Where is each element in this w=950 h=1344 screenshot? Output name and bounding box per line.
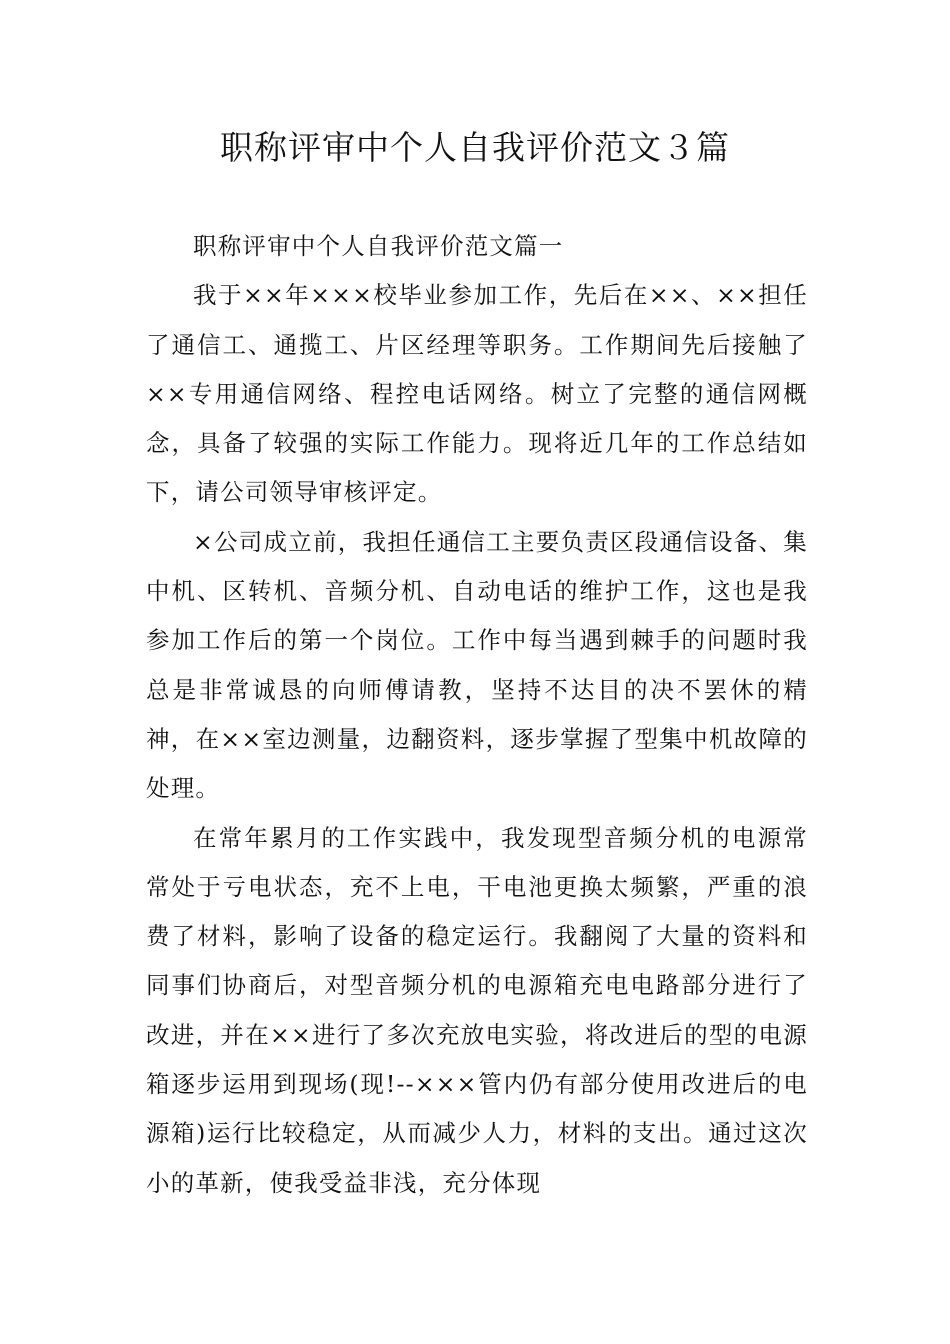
document-body — [146, 222, 808, 1208]
paragraph: ×公司成立前，我担任通信工主要负责区段通信设备、集中机、区转机、音频分机、自动电话的维护工作，这也是我参加工作后的第一个岗位。工作中每当遇到棘手的问题时我总是非常诚恳的向师傅请教，坚持不达目的决不罢休的精神，在××室边测量，边翻资料，逐步掌握了型集中机故障的处理。 — [146, 527, 808, 803]
paragraph: 在常年累月的工作实践中，我发现型音频分机的电源常常处于亏电状态，充不上电，干电池更换太频繁，严重的浪费了材料，影响了设备的稳定运行。我翻阅了大量的资料和同事们协商后，对型音频分机的电源箱充电电路部分进行了改进，并在××进行了多次充放电实验，将改进后的型的电源箱逐步运用到现场(现!--×××管内仍有部分使用改进后的电源箱)运行比较稳定，从而减少人力，材料的支出。通过这次小的革新，使我受益非浅，充分体现 — [146, 823, 808, 1197]
paragraph-section-heading: 职称评审中个人自我评价范文篇一 — [193, 232, 564, 260]
document-title: 职称评审中个人自我评价范文３篇 — [220, 128, 730, 167]
paragraph: 我于××年×××校毕业参加工作，先后在××、××担任了通信工、通揽工、片区经理等职务。工作期间先后接触了××专用通信网络、程控电话网络。树立了完整的通信网概念，具备了较强的实际工作能力。现将近几年的工作总结如下，请公司领导审核评定。 — [146, 281, 808, 507]
